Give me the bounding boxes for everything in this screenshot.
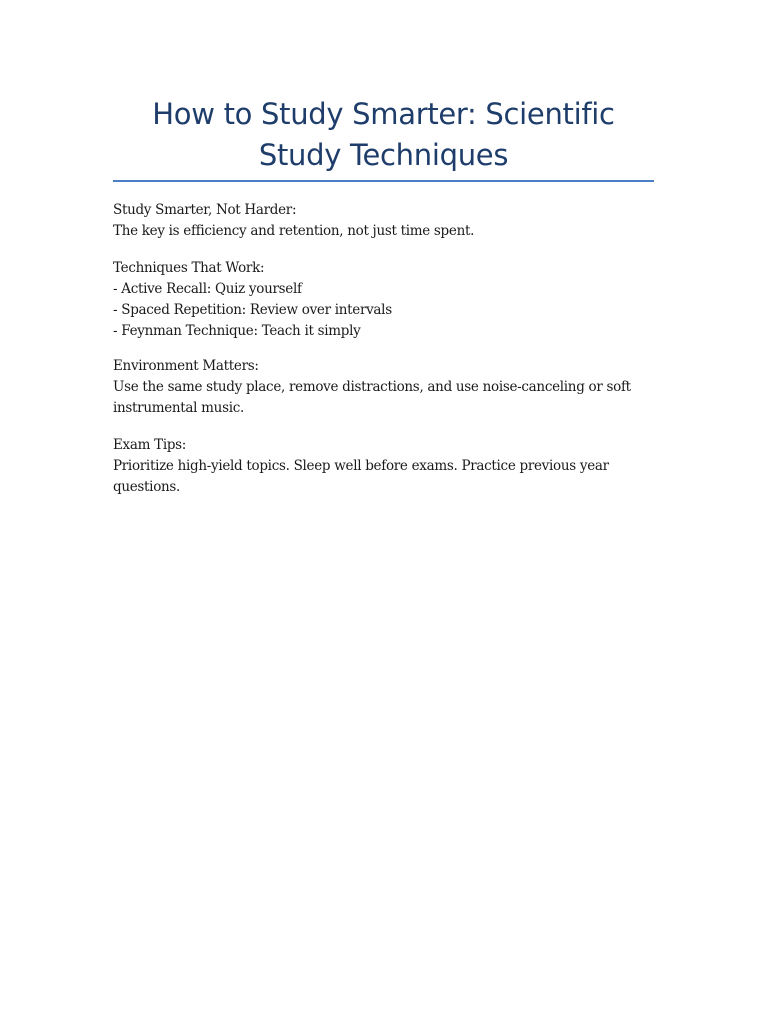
section-paragraph: The key is efficiency and retention, not just time spent. [113,223,475,239]
section-paragraph: Use the same study place, remove distractions, and use noise-canceling or soft instrumental music. [113,379,631,416]
section-heading: Techniques That Work: [113,260,265,276]
section-heading: Environment Matters: [113,358,259,374]
title-underline-divider [113,180,654,182]
section-paragraph: Prioritize high-yield topics. Sleep well before exams. Practice previous year questions. [113,458,609,495]
section-exam-tips [113,435,654,498]
section-heading: Exam Tips: [113,437,187,453]
section-environment [113,356,654,419]
page-title: How to Study Smarter: Scientific Study Techniques [152,97,615,172]
list-item: - Spaced Repetition: Review over intervals [113,302,392,318]
section-study-smarter [113,200,654,242]
techniques-list [113,279,654,342]
section-heading: Study Smarter, Not Harder: [113,202,297,218]
list-item: - Active Recall: Quiz yourself [113,281,302,297]
section-techniques [113,258,654,342]
list-item: - Feynman Technique: Teach it simply [113,323,361,339]
